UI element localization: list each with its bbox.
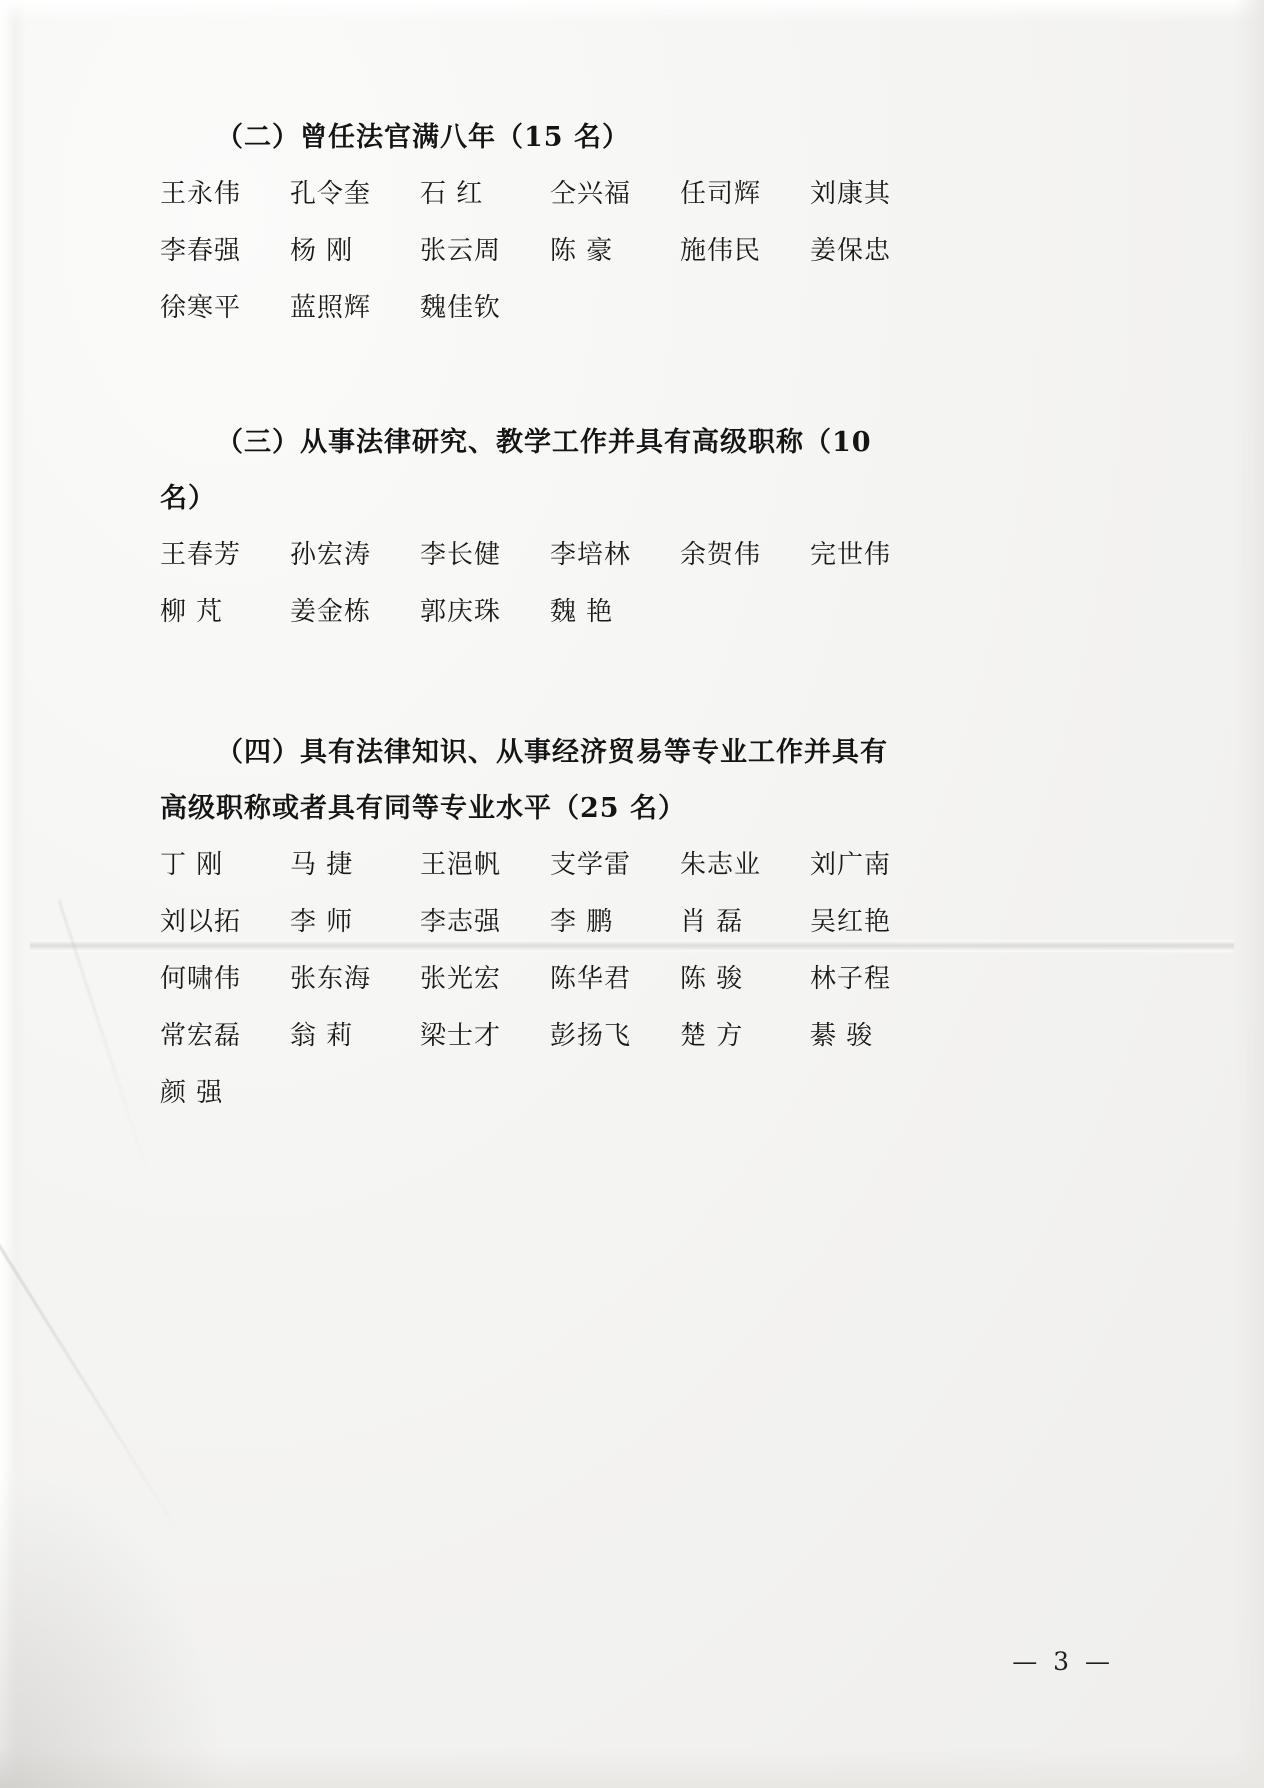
- section-three-heading: （三）从事法律研究、教学工作并具有高级职称（10: [216, 427, 872, 458]
- name-item: 张光宏: [420, 964, 502, 994]
- name-item: 楚 方: [680, 1021, 744, 1051]
- name-item: 完世伟: [810, 540, 892, 570]
- name-item: 梁士才: [420, 1021, 502, 1051]
- name-item: 王春芳: [160, 540, 242, 570]
- name-row: [160, 951, 960, 1008]
- name-item: 刘广南: [810, 850, 892, 880]
- name-item: 施伟民: [680, 236, 762, 266]
- name-item: 綦 骏: [810, 1021, 874, 1051]
- name-item: 常宏磊: [160, 1021, 242, 1051]
- name-item: 魏佳钦: [420, 293, 502, 323]
- name-row: [160, 223, 960, 280]
- name-row: [160, 894, 960, 951]
- name-item: 朱志业: [680, 850, 762, 880]
- name-row: [160, 527, 960, 584]
- name-item: 余贺伟: [680, 540, 762, 570]
- name-item: 翁 莉: [290, 1021, 354, 1051]
- name-item: 李春强: [160, 236, 242, 266]
- name-item: 支学雷: [550, 850, 632, 880]
- section-spacer: [160, 341, 960, 415]
- name-item: 马 捷: [290, 850, 354, 880]
- paper-edge-right: [1234, 0, 1264, 1788]
- name-item: 孙宏涛: [290, 540, 372, 570]
- name-item: 吴红艳: [810, 907, 892, 937]
- name-item: 彭扬飞: [550, 1021, 632, 1051]
- name-item: 杨 刚: [290, 236, 354, 266]
- document-body: [160, 110, 960, 1126]
- name-item: 林子程: [810, 964, 892, 994]
- name-item: 陈 骏: [680, 964, 744, 994]
- name-item: 王浥帆: [420, 850, 502, 880]
- name-item: 刘以拓: [160, 907, 242, 937]
- section-three: [160, 415, 960, 641]
- name-item: 柳 芃: [160, 597, 224, 627]
- section-four: [160, 725, 960, 1122]
- name-item: 何啸伟: [160, 964, 242, 994]
- name-item: 郭庆珠: [420, 597, 502, 627]
- section-two: [160, 110, 960, 337]
- name-item: 任司辉: [680, 179, 762, 209]
- name-item: 丁 刚: [160, 850, 224, 880]
- name-item: 陈华君: [550, 964, 632, 994]
- name-item: 颜 强: [160, 1078, 224, 1108]
- name-item: 蓝照辉: [290, 293, 372, 323]
- name-item: 李 师: [290, 907, 354, 937]
- name-item: 李培林: [550, 540, 632, 570]
- name-item: 姜保忠: [810, 236, 892, 266]
- section-four-heading: （四）具有法律知识、从事经济贸易等专业工作并具有: [216, 737, 888, 768]
- name-row: [160, 280, 960, 337]
- name-item: 姜金栋: [290, 597, 372, 627]
- name-item: 肖 磊: [680, 907, 744, 937]
- name-row: [160, 837, 960, 894]
- name-row: [160, 1065, 960, 1122]
- section-four-heading-continued: 高级职称或者具有同等专业水平（25 名）: [160, 793, 686, 824]
- name-item: 刘康其: [810, 179, 892, 209]
- name-item: 王永伟: [160, 179, 242, 209]
- name-item: 李 鹏: [550, 907, 614, 937]
- name-item: 徐寒平: [160, 293, 242, 323]
- name-item: 魏 艳: [550, 597, 614, 627]
- section-spacer: [160, 645, 960, 725]
- name-item: 张云周: [420, 236, 502, 266]
- name-item: 李长健: [420, 540, 502, 570]
- name-item: 李志强: [420, 907, 502, 937]
- name-item: 石 红: [420, 179, 484, 209]
- name-row: [160, 166, 960, 223]
- section-three-heading-continued: 名）: [160, 483, 216, 514]
- page-number: — 3 —: [1012, 1647, 1114, 1676]
- paper-corner-shadow: [0, 1468, 230, 1788]
- name-row: [160, 1008, 960, 1065]
- name-item: 陈 豪: [550, 236, 614, 266]
- paper-edge-top: [0, 0, 1264, 22]
- name-item: 仝兴福: [550, 179, 632, 209]
- section-two-heading: （二）曾任法官满八年（15 名）: [216, 122, 630, 153]
- name-row: [160, 584, 960, 641]
- name-item: 孔令奎: [290, 179, 372, 209]
- name-item: 张东海: [290, 964, 372, 994]
